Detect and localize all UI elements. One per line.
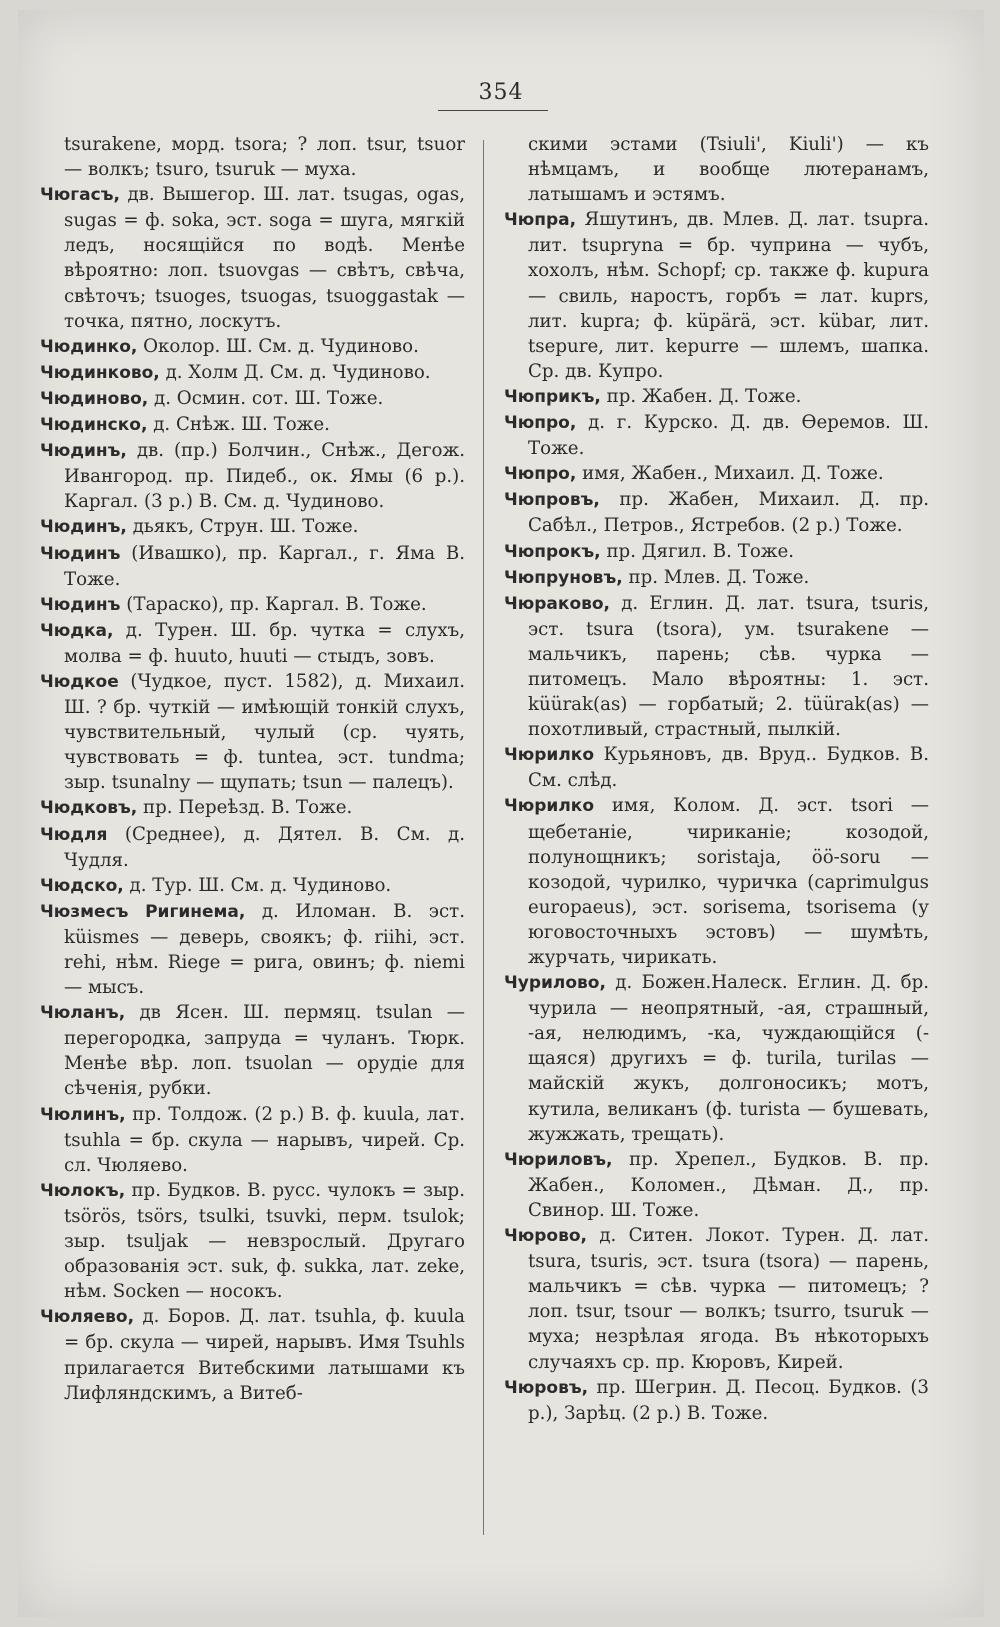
headword: Чюдкое — [40, 671, 119, 692]
headword: Чюрово, — [504, 1226, 588, 1247]
dictionary-entry: Чюпра, Яшутинъ, дв. Млев. Д. лат. tsupra. лит. tsuprуna = бр. чуприна — чубъ, хохолъ, нѣм. Schopf; ср. также ф. kupura — свиль, наростъ, горбъ = лат. kuprs, лит. kupra; ф. küpärä, эст. kübar, лит. tsepure, лит. kepurre — шлемъ, шапка. Ср. дв. Купро. — [504, 209, 929, 382]
headword: Чюдинъ, — [40, 441, 127, 462]
dictionary-entry: Чюдиново, д. Осмин. сот. Ш. Тоже. — [40, 387, 384, 409]
dictionary-entry: Чюприкъ, пр. Жабен. Д. Тоже. — [504, 385, 802, 407]
headword: Чюдковъ, — [40, 798, 138, 819]
dictionary-entry: Чюдинъ (Тараско), пр. Каргал. В. Тоже. — [40, 593, 427, 615]
dictionary-entry: Чюраково, д. Еглин. Д. лат. tsura, tsuris, эст. tsura (tsora), ум. tsurakene — мальчикъ, парень; сѣв. чурка — питомецъ. Мало вѣроятны: 1. эст. küürak(as) — горбатый; 2. tüürak(as) — похотливый, страстный, пылкій. — [504, 592, 929, 741]
dictionary-entry: Чюрилко имя, Колом. Д. эст. tsori — щебетаніе, чириканіе; козодой, полунощникъ; soristaja, öö-soru — козодой, чурилко, чуричка (caprimulgus europaeus), эст. sorisema, tsorisema (у юговосточныхъ эстовъ) — шумѣть, журчать, чирикать. — [504, 795, 929, 968]
headword: Чюпрокъ, — [504, 541, 601, 562]
dictionary-entry: Чюриловъ, пр. Хрепел., Будков. В. пр. Жабен., Коломен., Дѣман. Д., пр. Свинор. Ш. Тоже. — [504, 1148, 929, 1221]
dictionary-entry: Чюдинъ, дьякъ, Струн. Ш. Тоже. — [40, 516, 359, 538]
dictionary-entry: Чюрилко Курьяновъ, дв. Вруд.. Будков. В. См. слѣд. — [504, 744, 929, 792]
headword: Чюлокъ, — [40, 1180, 126, 1201]
page-number-rule — [438, 110, 548, 111]
headword: Чюдинко, — [40, 336, 138, 357]
headword: Чюзмесъ Ригинема, — [40, 901, 246, 922]
headword: Чюдля — [40, 824, 108, 845]
dictionary-entry: Чюзмесъ Ригинема, д. Иломан. В. эст. küismes — деверь, своякъ; ф. riihi, эст. rehi, нѣм. Riege = рига, овинъ; ф. niemi — мысъ. — [40, 900, 465, 999]
headword: Чюрилко — [504, 796, 595, 817]
dictionary-entry: Чурилово, д. Божен.Налеск. Еглин. Д. бр. чурила — неопрятный, -ая, страшный, -ая, нелюдимъ, -ка, чуждающійся (-щаяся) другихъ = ф. turila, turilas — майскій жукъ, долгоносикъ; мотъ, кутила, великанъ (ф. turista — бушевать, жужжать, трещать). — [504, 972, 929, 1145]
headword: Чюриловъ, — [504, 1149, 613, 1170]
headword: Чюраково, — [504, 593, 611, 614]
dictionary-entry: Чюдкое (Чудкое, пуст. 1582), д. Михаил. Ш. ? бр. чуткій — имѣющій тонкій слухъ, чувствительный, чулый (ср. чуять, чувствовать = ф. tuntea, эст. tundma; зыр. tsunalny — щупать; tsun — палецъ). — [40, 670, 465, 794]
dictionary-entry: Чюланъ, дв Ясен. Ш. пермяц. tsulan — перегородка, запруда = чуланъ. Тюрк. Менѣе вѣр. лоп. tsuolan — орудіе для сѣченія, рубки. — [40, 1002, 465, 1100]
dictionary-entry: Чюпровъ, пр. Жабен, Михаил. Д. пр. Сабѣл., Петров., Ястребов. (2 р.) Тоже. — [504, 489, 929, 537]
headword: Чюляево, — [40, 1307, 135, 1328]
dictionary-entry: Чюдинъ, дв. (пр.) Болчин., Снѣж., Дегож. Ивангород. пр. Пидеб., ок. Ямы (6 р.). Каргал. (3 р.) В. См. д. Чудиново. — [40, 440, 465, 513]
left-column — [40, 132, 465, 1406]
headword: Чюпруновъ, — [504, 567, 623, 588]
dictionary-entry: Чюдско, д. Тур. Ш. См. д. Чудиново. — [40, 874, 392, 896]
book-page — [18, 10, 984, 1617]
column-divider — [483, 140, 484, 1535]
headword: Чюланъ, — [40, 1003, 126, 1024]
headword: Чюпро, — [504, 464, 577, 485]
headword: Чюдско, — [40, 875, 124, 896]
dictionary-entry: Чюгасъ, дв. Вышегор. Ш. лат. tsugas, ogas, sugas = ф. soka, эст. soga = шуга, мягкій ледъ, носящійся по водѣ. Менѣе вѣроятно: лоп. tsuovgas — свѣтъ, свѣча, свѣточъ; tsuoges, tsuogas, tsuoggastak — точка, пятно, лоскутъ. — [40, 184, 465, 332]
dictionary-entry: Чюдинко, Околор. Ш. См. д. Чудиново. — [40, 335, 419, 357]
headword: Чюлинъ, — [40, 1104, 126, 1125]
headword: Чюпра, — [504, 210, 577, 231]
headword: Чурилово, — [504, 973, 606, 994]
dictionary-entry: Чюдинково, д. Холм Д. См. д. Чудиново. — [40, 361, 431, 383]
dictionary-entry: Чюпруновъ, пр. Млев. Д. Тоже. — [504, 566, 810, 588]
dictionary-entry: Чюпрокъ, пр. Дягил. В. Тоже. — [504, 540, 795, 562]
headword: Чюрилко — [504, 745, 595, 766]
dictionary-entry: Чюдля (Среднее), д. Дятел. В. См. д. Чудля. — [40, 823, 465, 871]
right-column — [504, 132, 929, 1426]
dictionary-entry: Чюдинъ (Ивашко), пр. Каргал., г. Яма В. Тоже. — [40, 542, 465, 590]
dictionary-entry: Чюпро, имя, Жабен., Михаил. Д. Тоже. — [504, 463, 884, 485]
dictionary-entry: tsurakene, морд. tsora; ? лоп. tsur, tsuor — волкъ; tsuro, tsuruk — муха. — [64, 134, 465, 181]
headword: Чюровъ, — [504, 1377, 589, 1398]
headword: Чюпро, — [504, 413, 577, 434]
dictionary-entry: Чюдковъ, пр. Переѣзд. В. Тоже. — [40, 797, 353, 819]
dictionary-entry: Чюпро, д. г. Курско. Д. дв. Өеремов. Ш. Тоже. — [504, 412, 929, 460]
dictionary-entry: Чюдка, д. Турен. Ш. бр. чутка = слухъ, молва = ф. huuto, huuti — стыдъ, зовъ. — [40, 619, 465, 667]
headword: Чюдинъ — [40, 543, 121, 564]
page-number: 354 — [478, 80, 524, 105]
dictionary-entry: Чюляево, д. Боров. Д. лат. tsuhla, ф. kuula = бр. скула — чирей, нарывъ. Имя Tsuhls прилагается Витебскими латышами къ Лифляндскимъ, а Витеб- — [40, 1306, 465, 1404]
dictionary-entry: Чюлинъ, пр. Толдож. (2 р.) В. ф. kuula, лат. tsuhla = бр. скула — нарывъ, чирей. Ср. сл. Чюляево. — [40, 1103, 465, 1176]
dictionary-entry: Чюлокъ, пр. Будков. В. русс. чулокъ = зыр. tsörös, tsörs, tsulki, tsuvki, перм. tsulok; зыр. tsuljak — невзрослый. Другаго образованія эст. suk, ф. sukka, лат. zeke, нѣм. Socken — носокъ. — [40, 1179, 465, 1303]
headword: Чюдинъ, — [40, 517, 127, 538]
headword: Чюгасъ, — [40, 185, 120, 206]
headword: Чюдинково, — [40, 362, 160, 383]
headword: Чюдинъ — [40, 594, 121, 615]
headword: Чюдка, — [40, 620, 114, 641]
headword: Чюпровъ, — [504, 490, 600, 511]
dictionary-entry: Чюдинско, д. Снѣж. Ш. Тоже. — [40, 414, 330, 436]
headword: Чюдиново, — [40, 388, 149, 409]
headword: Чюприкъ, — [504, 386, 601, 407]
headword: Чюдинско, — [40, 415, 148, 436]
dictionary-entry: Чюровъ, пр. Шегрин. Д. Песоц. Будков. (3 р.), Зарѣц. (2 р.) В. Тоже. — [504, 1376, 929, 1424]
dictionary-entry: Чюрово, д. Ситен. Локот. Турен. Д. лат. tsura, tsuris, эст. tsura (tsora) — парень, мальчикъ = сѣв. чурка — питомецъ; ? лоп. tsur, tsour — волкъ; tsurro, tsuruk — муха; незрѣлая ягода. Въ нѣкоторыхъ случаяхъ ср. пр. Кюровъ, Кирей. — [504, 1225, 929, 1373]
dictionary-entry: скими эстами (Tsiuli', Kiuli') — къ нѣмцамъ, и вообще лютеранамъ, латышамъ и эстямъ. — [528, 134, 929, 206]
